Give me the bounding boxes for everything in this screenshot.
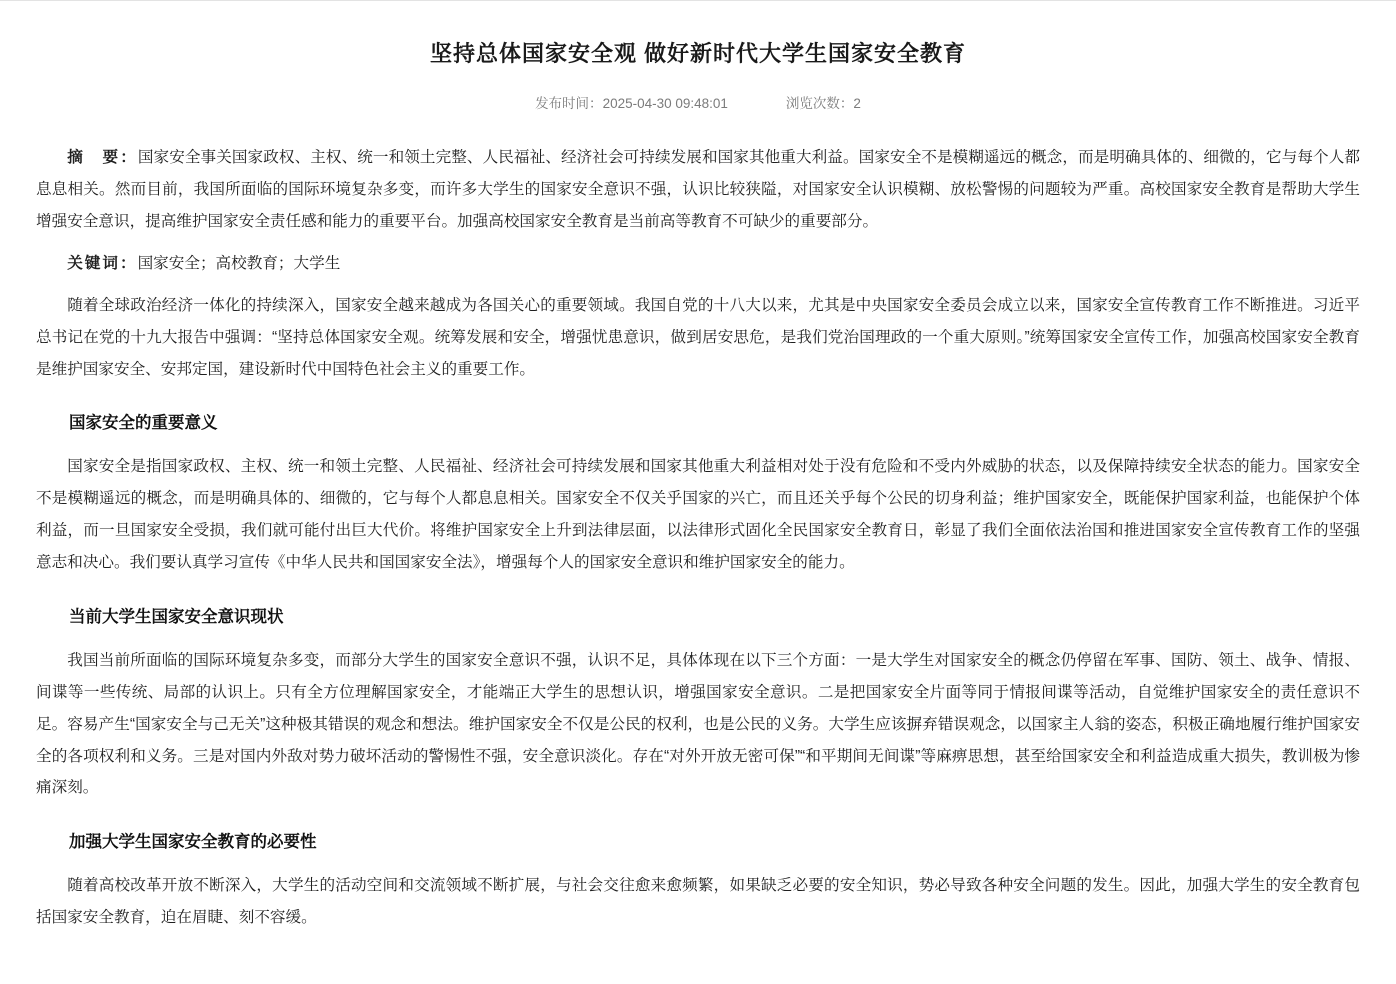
keywords-label: 关键词：: [67, 254, 138, 272]
publish-time-value: 2025-04-30 09:48:01: [602, 95, 728, 111]
section-3-paragraph-1: 随着高校改革开放不断深入，大学生的活动空间和交流领域不断扩展，与社会交往愈来愈频繁，如果缺乏必要的安全知识，势必导致各种安全问题的发生。因此，加强大学生的安全教育包括国家安全教育，迫在眉睫、刻不容缓。: [36, 877, 1360, 927]
view-count-label: 浏览次数：: [785, 95, 854, 111]
intro-paragraph: 随着全球政治经济一体化的持续深入，国家安全越来越成为各国关心的重要领域。我国自党的十八大以来，尤其是中央国家安全委员会成立以来，国家安全宣传教育工作不断推进。习近平总书记在党的十九大报告中强调：“坚持总体国家安全观。统筹发展和安全，增强忧患意识，做到居安思危，是我们党治国理政的一个重大原则。”统筹国家安全宣传工作，加强高校国家安全教育是维护国家安全、安邦定国，建设新时代中国特色社会主义的重要工作。: [36, 296, 1360, 378]
view-count: [786, 92, 861, 112]
view-count-value: 2: [853, 95, 861, 111]
article-body: [20, 142, 1376, 984]
keywords-paragraph: [36, 248, 1360, 280]
section-heading-2: 当前大学生国家安全意识现状: [69, 607, 284, 626]
publish-time-label: 发布时间：: [535, 95, 603, 111]
section-1-paragraph-1: 国家安全是指国家政权、主权、统一和领土完整、人民福祉、经济社会可持续发展和国家其他重大利益相对处于没有危险和不受内外威胁的状态，以及保障持续安全状态的能力。国家安全不是模糊遥远的概念，而是明确具体的、细微的，它与每个人都息息相关。国家安全不仅关乎国家的兴亡，而且还关乎每个公民的切身利益；维护国家安全，既能保护国家利益，也能保护个体利益，而一旦国家安全受损，我们就可能付出巨大代价。将维护国家安全上升到法律层面，以法律形式固化全民国家安全教育日，彰显了我们全面依法治国和推进国家安全宣传教育工作的坚强意志和决心。我们要认真学习宣传《中华人民共和国国家安全法》，增强每个人的国家安全意识和维护国家安全的能力。: [36, 458, 1360, 572]
abstract-paragraph: [36, 142, 1360, 238]
publish-time: [535, 92, 728, 112]
keywords-text: 国家安全；高校教育；大学生: [137, 254, 341, 272]
top-divider: [0, 0, 1396, 1]
section-heading-3: 加强大学生国家安全教育的必要性: [69, 833, 317, 852]
abstract-label: 摘 要：: [67, 148, 138, 166]
article-meta: [0, 92, 1396, 112]
section-heading-1: 国家安全的重要意义: [69, 414, 218, 433]
page-title: 坚持总体国家安全观 做好新时代大学生国家安全教育: [429, 41, 967, 66]
section-2-paragraph-1: 我国当前所面临的国际环境复杂多变，而部分大学生的国家安全意识不强，认识不足，具体体现在以下三个方面：一是大学生对国家安全的概念仍停留在军事、国防、领土、战争、情报、间谍等一些传统、局部的认识上。只有全方位理解国家安全，才能端正大学生的思想认识，增强国家安全意识。二是把国家安全片面等同于情报间谍等活动，自觉维护国家安全的责任意识不足。容易产生“国家安全与己无关”这种极其错误的观念和想法。维护国家安全不仅是公民的权利，也是公民的义务。大学生应该摒弃错误观念，以国家主人翁的姿态，积极正确地履行维护国家安全的各项权利和义务。三是对国内外敌对势力破坏活动的警惕性不强，安全意识淡化。存在“对外开放无密可保”“和平期间无间谍”等麻痹思想，甚至给国家安全和利益造成重大损失，教训极为惨痛深刻。: [36, 651, 1360, 797]
abstract-text: 国家安全事关国家政权、主权、统一和领土完整、人民福祉、经济社会可持续发展和国家其他重大利益。国家安全不是模糊遥远的概念，而是明确具体的、细微的，它与每个人都息息相关。然而目前，我国所面临的国际环境复杂多变，而许多大学生的国家安全意识不强，认识比较狭隘，对国家安全认识模糊、放松警惕的问题较为严重。高校国家安全教育是帮助大学生增强安全意识，提高维护国家安全责任感和能力的重要平台。加强高校国家安全教育是当前高等教育不可缺少的重要部分。: [36, 148, 1360, 230]
